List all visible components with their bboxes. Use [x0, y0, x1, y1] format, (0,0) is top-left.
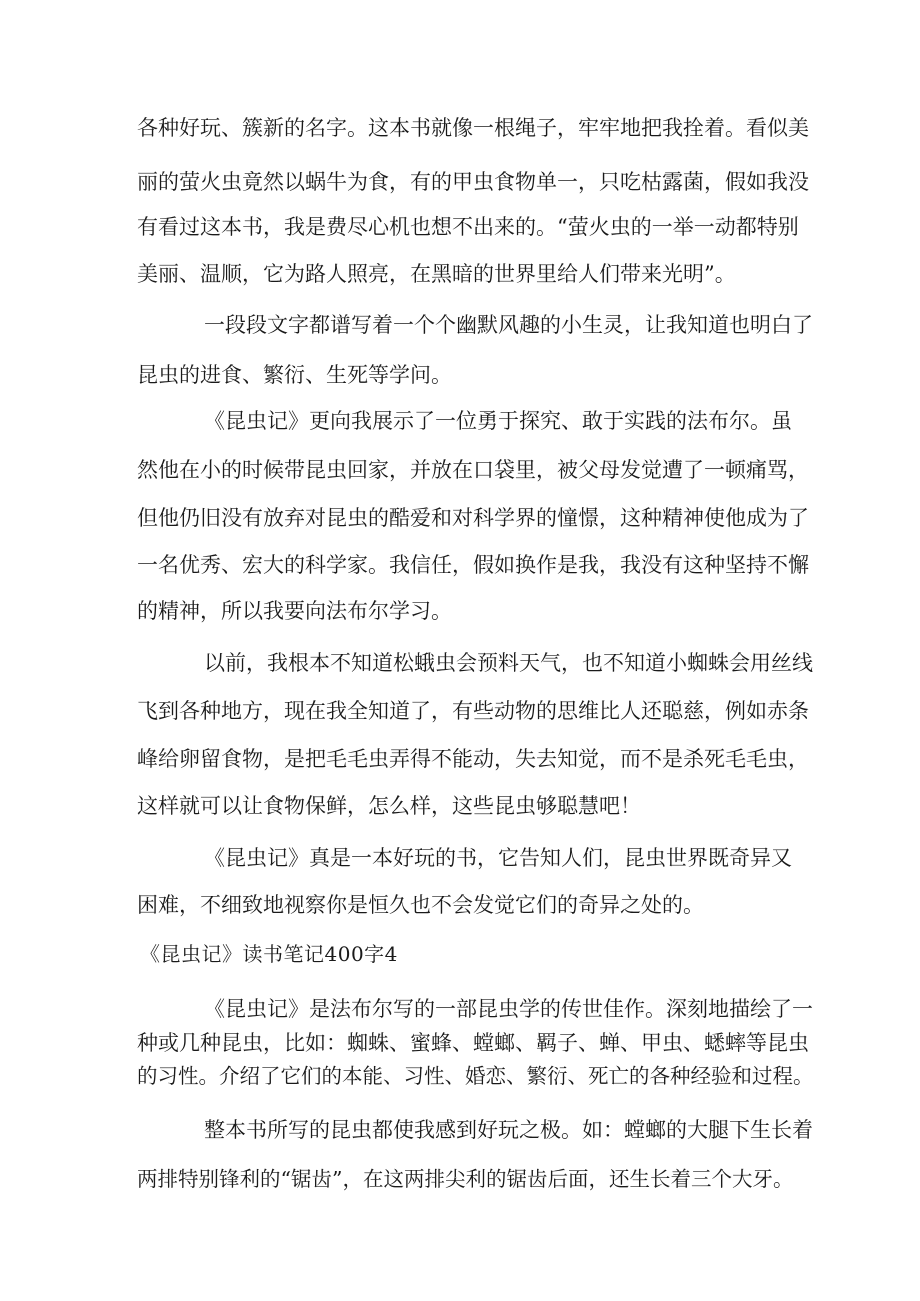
- paragraph-line: 两排特别锋利的“锯齿”，在这两排尖利的锯齿后面，还生长着三个大牙。: [137, 1167, 794, 1191]
- paragraph-line: 美丽、温顺，它为路人照亮，在黑暗的世界里给人们带来光明”。: [137, 262, 736, 286]
- paragraph-line: 各种好玩、簇新的名字。这本书就像一根绳子，牢牢地把我拴着。看似美: [137, 116, 809, 140]
- paragraph-line: 然他在小的时候带昆虫回家，并放在口袋里，被父母发觉遭了一顿痛骂，: [137, 458, 809, 482]
- paragraph-line: 有看过这本书，我是费尽心机也想不出来的。“萤火虫的一举一动都特别: [137, 215, 799, 239]
- paragraph-line: 《昆虫记》更向我展示了一位勇于探究、敢于实践的法布尔。虽: [204, 409, 792, 433]
- paragraph-line: 这样就可以让食物保鲜，怎么样，这些昆虫够聪慧吧！: [137, 794, 641, 818]
- paragraph-line: 种或几种昆虫，比如：蜘蛛、蜜蜂、螳螂、羁子、蝉、甲虫、蟋蟀等昆虫: [137, 1031, 809, 1055]
- paragraph-line: 以前，我根本不知道松蛾虫会预料天气，也不知道小蜘蛛会用丝线: [204, 651, 813, 675]
- paragraph-line: 的习性。介绍了它们的本能、习性、婚恋、繁衍、死亡的各种经验和过程。: [137, 1064, 814, 1088]
- paragraph-line: 一段段文字都谱写着一个个幽默风趣的小生灵，让我知道也明白了: [204, 313, 813, 337]
- paragraph-line: 《昆虫记》是法布尔写的一部昆虫学的传世佳作。深刻地描绘了一: [204, 997, 813, 1021]
- paragraph-line: 峰给卵留食物，是把毛毛虫弄得不能动，失去知觉，而不是杀死毛毛虫，: [137, 747, 809, 771]
- paragraph-line: 的精神，所以我要向法布尔学习。: [137, 599, 452, 623]
- paragraph-line: 但他仍旧没有放弃对昆虫的酷爱和对科学界的憧憬，这种精神使他成为了: [137, 506, 809, 530]
- paragraph-line: 《昆虫记》真是一本好玩的书，它告知人们，昆虫世界既奇异又: [204, 846, 792, 870]
- paragraph-line: 一名优秀、宏大的科学家。我信任，假如换作是我，我没有这种坚持不懈: [137, 553, 809, 577]
- paragraph-line: 飞到各种地方，现在我全知道了，有些动物的思维比人还聪慈，例如赤条: [137, 699, 809, 723]
- paragraph-line: 困难，不细致地视察你是恒久也不会发觉它们的奇异之处的。: [137, 893, 704, 917]
- paragraph-line: 丽的萤火虫竟然以蜗牛为食，有的甲虫食物单一，只吃枯露菌，假如我没: [137, 170, 809, 194]
- section-title: 《昆虫记》读书笔记400字4: [140, 942, 398, 966]
- paragraph-line: 昆虫的进食、繁衍、生死等学问。: [137, 363, 452, 387]
- paragraph-line: 整本书所写的昆虫都使我感到好玩之极。如：螳螂的大腿下生长着: [204, 1118, 813, 1142]
